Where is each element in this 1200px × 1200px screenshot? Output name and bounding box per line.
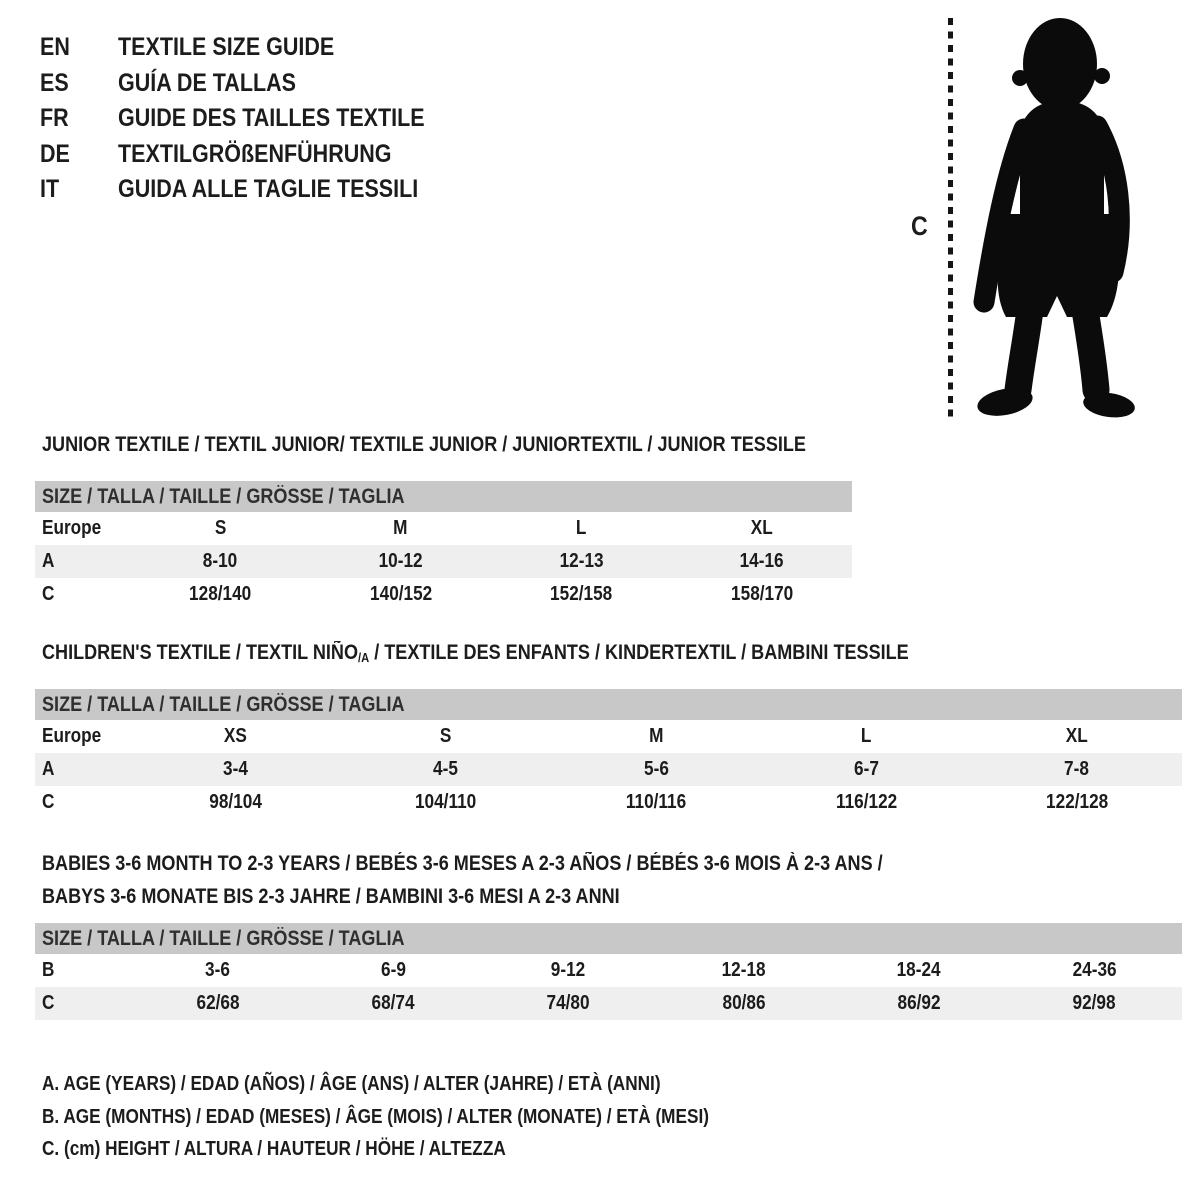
value-cell — [130, 517, 311, 540]
lang-code — [40, 104, 118, 133]
value-text: 62/68 — [196, 992, 240, 1014]
value-text: 6-9 — [380, 959, 406, 981]
junior-size-header-text: SIZE / TALLA / TAILLE / GRÖSSE / TAGLIA — [42, 485, 405, 508]
junior-section-title — [42, 434, 930, 456]
value-cell — [130, 992, 305, 1015]
row-label-cell — [35, 758, 130, 781]
language-title-block — [40, 30, 475, 208]
lang-row-it — [40, 172, 475, 208]
value-text: 74/80 — [546, 992, 590, 1014]
legend-line-c — [42, 1133, 818, 1166]
value-cell — [340, 725, 550, 748]
value-cell — [551, 791, 761, 814]
value-cell — [831, 992, 1006, 1015]
lang-code — [40, 175, 118, 204]
lang-title — [118, 104, 475, 133]
value-cell — [491, 583, 672, 606]
lang-row-en — [40, 30, 475, 66]
table-row — [35, 545, 852, 578]
value-text: 4-5 — [433, 758, 459, 780]
babies-title-line1-text: BABIES 3-6 MONTH TO 2-3 YEARS / BEBÉS 3-6 MESES A 2-3 AÑOS / BÉBÉS 3-6 MOIS À 2-3 ANS / — [42, 852, 883, 875]
value-text: XL — [1065, 725, 1088, 747]
value-text: 3-6 — [205, 959, 231, 981]
row-label-cell — [35, 517, 130, 540]
table-row — [35, 786, 1182, 819]
value-text: 98/104 — [208, 791, 262, 813]
value-cell — [972, 758, 1182, 781]
value-text: 158/170 — [730, 583, 793, 605]
row-label-text: C — [42, 992, 55, 1014]
babies-size-header-text: SIZE / TALLA / TAILLE / GRÖSSE / TAGLIA — [42, 927, 405, 950]
legend-line-a-text: A. AGE (YEARS) / EDAD (AÑOS) / ÂGE (ANS) / ALTER (JAHRE) / ETÀ (ANNI) — [42, 1073, 661, 1095]
value-text: 68/74 — [371, 992, 415, 1014]
toddler-silhouette-shapes — [975, 18, 1136, 420]
row-label-cell — [35, 550, 130, 573]
row-label-cell — [35, 725, 130, 748]
value-cell — [130, 725, 340, 748]
row-label-text: A — [42, 758, 55, 780]
legend-line-a — [42, 1068, 818, 1101]
value-text: XS — [223, 725, 247, 747]
value-text: 128/140 — [189, 583, 252, 605]
value-text: 92/98 — [1072, 992, 1116, 1014]
babies-section-title-line2 — [42, 886, 714, 908]
children-size-header-text: SIZE / TALLA / TAILLE / GRÖSSE / TAGLIA — [42, 693, 405, 716]
value-text: 12-18 — [721, 959, 766, 981]
children-title-part1: CHILDREN'S TEXTILE / TEXTIL NIÑO — [42, 641, 359, 664]
lang-row-fr — [40, 101, 475, 137]
height-measure-dotted-line — [948, 18, 953, 417]
value-cell — [130, 583, 311, 606]
value-cell — [311, 583, 492, 606]
value-cell — [761, 725, 971, 748]
value-cell — [305, 959, 480, 982]
value-text: S — [439, 725, 452, 747]
value-cell — [761, 758, 971, 781]
children-title-subscript: /A — [358, 650, 370, 665]
table-row — [35, 578, 852, 611]
value-cell — [656, 992, 831, 1015]
value-text: 12-13 — [559, 550, 604, 572]
row-label-text: B — [42, 959, 55, 981]
value-text: 122/128 — [1045, 791, 1108, 813]
babies-section-title-line1 — [42, 853, 1020, 875]
babies-size-table — [35, 954, 1182, 1020]
junior-section-title-text: JUNIOR TEXTILE / TEXTIL JUNIOR/ TEXTILE JUNIOR / JUNIORTEXTIL / JUNIOR TESSILE — [42, 433, 806, 456]
value-cell — [311, 517, 492, 540]
lang-title-text: TEXTILGRÖßENFÜHRUNG — [118, 139, 392, 168]
toddler-silhouette-icon — [966, 14, 1142, 420]
value-text: 14-16 — [739, 550, 784, 572]
row-label-text: C — [42, 583, 55, 605]
table-row — [35, 954, 1182, 987]
row-label-text: A — [42, 550, 55, 572]
row-label-cell — [35, 959, 130, 982]
value-cell — [831, 959, 1006, 982]
height-measure-label — [911, 211, 931, 242]
row-label-cell — [35, 583, 130, 606]
lang-title-text: GUÍA DE TALLAS — [118, 68, 296, 97]
value-cell — [481, 959, 656, 982]
value-text: 140/152 — [369, 583, 432, 605]
height-measure-label-text: C — [911, 211, 928, 241]
value-cell — [130, 758, 340, 781]
value-cell — [311, 550, 492, 573]
value-cell — [305, 992, 480, 1015]
value-text: 10-12 — [378, 550, 423, 572]
row-label-text: C — [42, 791, 55, 813]
value-cell — [130, 791, 340, 814]
value-text: 24-36 — [1072, 959, 1117, 981]
value-text: 8-10 — [203, 550, 238, 572]
value-text: 116/122 — [835, 791, 898, 813]
children-title-part2: / TEXTILE DES ENFANTS / KINDERTEXTIL / BAMBINI TESSILE — [369, 641, 909, 664]
measurement-legend — [42, 1068, 818, 1166]
value-cell — [551, 758, 761, 781]
value-text: 104/110 — [414, 791, 477, 813]
value-cell — [481, 992, 656, 1015]
value-text: L — [575, 517, 587, 539]
lang-code — [40, 140, 118, 169]
value-cell — [1007, 992, 1182, 1015]
value-cell — [130, 550, 311, 573]
legend-line-b — [42, 1101, 818, 1134]
value-text: 3-4 — [222, 758, 248, 780]
legend-line-b-text: B. AGE (MONTHS) / EDAD (MESES) / ÂGE (MOIS) / ALTER (MONATE) / ETÀ (MESI) — [42, 1105, 709, 1128]
table-row — [35, 987, 1182, 1020]
lang-title-text: GUIDA ALLE TAGLIE TESSILI — [118, 175, 419, 204]
lang-code-text: IT — [40, 175, 60, 204]
children-size-table — [35, 720, 1182, 819]
lang-code — [40, 69, 118, 98]
value-cell — [672, 550, 853, 573]
value-text: 86/92 — [897, 992, 941, 1014]
value-cell — [761, 791, 971, 814]
lang-code-text: DE — [40, 139, 70, 168]
junior-size-table — [35, 512, 852, 611]
row-label-text: Europe — [42, 725, 102, 747]
value-cell — [491, 517, 672, 540]
value-text: 9-12 — [551, 959, 586, 981]
value-cell — [656, 959, 831, 982]
babies-title-line2-text: BABYS 3-6 MONATE BIS 2-3 JAHRE / BAMBINI 3-6 MESI A 2-3 ANNI — [42, 885, 620, 908]
value-cell — [130, 959, 305, 982]
value-cell — [972, 791, 1182, 814]
value-text: M — [393, 517, 408, 539]
lang-row-es — [40, 66, 475, 102]
value-cell — [491, 550, 672, 573]
children-section-title — [42, 642, 1050, 666]
row-label-cell — [35, 992, 130, 1015]
value-text: M — [648, 725, 664, 747]
babies-size-header-bar — [35, 923, 1182, 954]
value-cell — [340, 791, 550, 814]
lang-code — [40, 33, 118, 62]
value-cell — [672, 517, 853, 540]
value-text: 80/86 — [722, 992, 766, 1014]
value-cell — [972, 725, 1182, 748]
row-label-text: Europe — [42, 517, 102, 539]
value-text: 110/116 — [625, 791, 687, 813]
value-text: 7-8 — [1064, 758, 1090, 780]
children-size-header-bar — [35, 689, 1182, 720]
junior-size-header-bar — [35, 481, 852, 512]
value-text: XL — [750, 517, 773, 539]
lang-title-text: TEXTILE SIZE GUIDE — [118, 33, 335, 62]
value-text: L — [861, 725, 872, 747]
lang-code-text: ES — [40, 68, 69, 97]
lang-title — [118, 175, 467, 204]
lang-title-text: GUIDE DES TAILLES TEXTILE — [118, 104, 425, 133]
table-row — [35, 753, 1182, 786]
children-section-title-text — [42, 642, 909, 666]
value-text: S — [214, 517, 226, 539]
value-cell — [1007, 959, 1182, 982]
row-label-cell — [35, 791, 130, 814]
value-cell — [672, 583, 853, 606]
lang-code-text: EN — [40, 33, 70, 62]
lang-title — [118, 140, 436, 169]
value-text: 18-24 — [896, 959, 941, 981]
lang-code-text: FR — [40, 104, 69, 133]
table-row — [35, 512, 852, 545]
lang-row-de — [40, 137, 475, 173]
legend-line-c-text: C. (cm) HEIGHT / ALTURA / HAUTEUR / HÖHE / ALTEZZA — [42, 1138, 506, 1160]
value-text: 6-7 — [853, 758, 879, 780]
lang-title — [118, 69, 325, 98]
value-cell — [551, 725, 761, 748]
value-cell — [340, 758, 550, 781]
table-row — [35, 720, 1182, 753]
value-text: 152/158 — [550, 583, 613, 605]
lang-title — [118, 33, 369, 62]
value-text: 5-6 — [643, 758, 669, 780]
